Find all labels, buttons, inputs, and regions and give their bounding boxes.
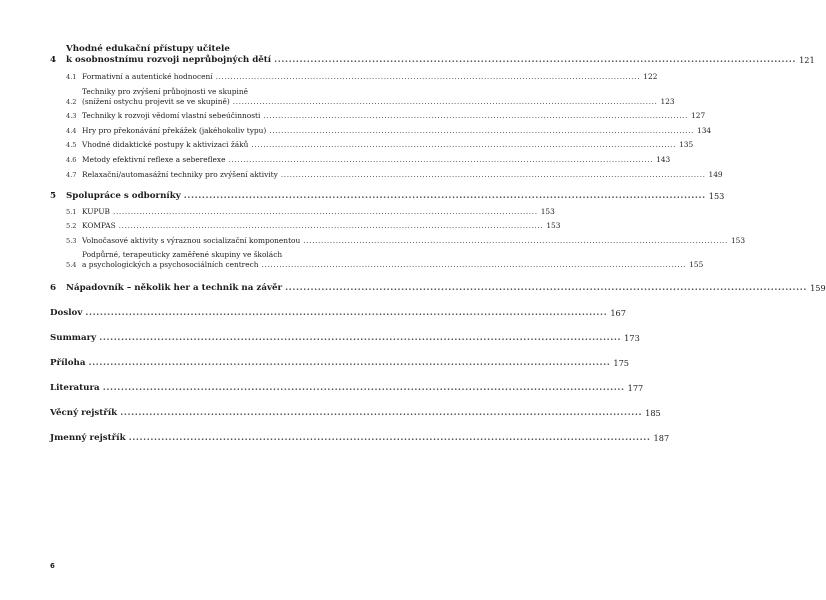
page-number: 175 — [613, 358, 630, 369]
section-number: 5.2 — [66, 222, 77, 231]
folio-page-number: 6 — [50, 562, 55, 570]
section-title-line: KOMPAS — [82, 221, 116, 231]
leader-dots — [184, 191, 706, 202]
toc-back-matter-item[interactable] — [50, 333, 640, 344]
section-title-line: a psychologických a psychosociálních centrech — [82, 260, 259, 270]
leader-dots — [129, 433, 651, 444]
chapter-title-line-2: k osobnostnímu rozvoji neprůbojných dětí — [66, 55, 272, 65]
leader-dots — [119, 221, 544, 231]
chapter-title: Nápadovník – několik her a technik na závěr — [66, 283, 283, 294]
leader-dots — [285, 283, 807, 294]
leader-dots — [263, 111, 688, 121]
leader-dots — [99, 333, 621, 344]
page-number: 155 — [689, 260, 704, 270]
toc-chapter-4[interactable] — [50, 44, 815, 66]
page-number: 123 — [660, 96, 675, 106]
table-of-contents — [50, 44, 826, 444]
page-number: 153 — [708, 190, 725, 201]
toc-back-matter-item[interactable] — [50, 408, 661, 419]
leader-dots — [262, 260, 687, 270]
section-title-line: KUPUB — [82, 206, 110, 216]
back-matter-list — [50, 308, 670, 444]
page-number: 153 — [540, 206, 555, 216]
page-number: 185 — [645, 408, 661, 419]
leader-dots — [120, 408, 642, 419]
leader-dots — [251, 140, 676, 150]
leader-dots — [233, 97, 658, 107]
leader-dots — [216, 72, 641, 82]
page-number: 153 — [546, 221, 561, 231]
page-number: 167 — [610, 308, 626, 319]
section-title-line: Techniky pro zvýšení průbojnosti ve skupině — [82, 86, 249, 96]
toc-back-matter-item[interactable] — [50, 383, 644, 394]
page-number: 149 — [708, 169, 723, 179]
section-title-line: Podpůrné, terapeuticky zaměřené skupiny ve školách — [82, 250, 283, 260]
back-matter-title: Doslov — [50, 308, 83, 319]
leader-dots — [103, 383, 625, 394]
section-number: 4.4 — [66, 126, 77, 135]
toc-chapter-5[interactable] — [50, 190, 725, 202]
page-number: 121 — [799, 55, 815, 65]
toc-section-4-5[interactable] — [50, 140, 694, 150]
section-title-line: Volnočasové aktivity s výraznou socializační komponentou — [82, 235, 301, 245]
chapter-number: 5 — [50, 190, 57, 201]
leader-dots — [85, 308, 607, 319]
section-number: 5.4 — [66, 261, 77, 270]
toc-back-matter-item[interactable] — [50, 358, 630, 369]
leader-dots — [281, 170, 706, 180]
toc-back-matter-item[interactable] — [50, 308, 626, 319]
section-title-line: Hry pro překonávání překážek (jakéhokoliv typu) — [82, 125, 267, 135]
leader-dots — [88, 358, 610, 369]
leader-dots — [269, 126, 694, 136]
toc-section-4-2[interactable] — [50, 86, 675, 107]
leader-dots — [274, 55, 796, 66]
back-matter-title: Věcný rejstřík — [50, 408, 118, 419]
toc-chapter-6[interactable] — [50, 283, 826, 294]
section-number: 4.5 — [66, 141, 77, 150]
page-number: 173 — [624, 333, 640, 344]
section-number: 4.1 — [66, 73, 77, 81]
chapter-4-sections — [50, 72, 723, 180]
leader-dots — [228, 155, 653, 165]
leader-dots — [303, 236, 728, 246]
toc-section-4-1[interactable] — [50, 72, 658, 82]
toc-section-4-3[interactable] — [50, 111, 706, 121]
page-number: 187 — [653, 433, 670, 444]
toc-section-4-4[interactable] — [50, 125, 712, 136]
toc-section-5-3[interactable] — [50, 235, 746, 246]
chapter-title-line-1: Vhodné edukační přístupy učitele — [66, 44, 230, 54]
section-number: 4.3 — [66, 112, 77, 121]
chapter-number: 4 — [50, 55, 57, 65]
back-matter-title: Literatura — [50, 383, 100, 394]
page-number: 134 — [697, 125, 712, 135]
section-number: 5.1 — [66, 207, 77, 216]
section-title-line: (snížení ostychu projevit se ve skupině) — [82, 96, 230, 106]
toc-section-4-7[interactable] — [50, 169, 723, 180]
back-matter-title: Příloha — [50, 358, 86, 369]
toc-section-4-6[interactable] — [50, 154, 671, 165]
toc-section-5-4[interactable] — [50, 250, 704, 270]
page-number: 159 — [810, 283, 826, 294]
page-number: 122 — [643, 72, 658, 81]
section-number: 4.6 — [66, 155, 77, 164]
page-number: 177 — [627, 383, 644, 394]
toc-section-5-1[interactable] — [50, 206, 555, 217]
page-number: 143 — [656, 154, 671, 164]
page-number: 135 — [679, 140, 694, 150]
section-title-line: Relaxační/automasážní techniky pro zvýšení aktivity — [82, 169, 278, 179]
page-number: 127 — [691, 111, 706, 121]
toc-back-matter-item[interactable] — [50, 433, 670, 444]
section-number: 4.7 — [66, 170, 77, 179]
section-title-line: Metody efektivní reflexe a sebereflexe — [82, 154, 226, 164]
leader-dots — [113, 207, 538, 217]
back-matter-title: Jmenný rejstřík — [50, 433, 126, 444]
back-matter-title: Summary — [50, 333, 97, 344]
section-title-line: Formativní a autentické hodnocení — [82, 72, 213, 81]
chapter-5-sections — [50, 206, 746, 271]
section-title-line: Vhodné didaktické postupy k aktivizaci žáků — [82, 140, 249, 150]
section-number: 5.3 — [66, 236, 77, 245]
chapter-number: 6 — [50, 283, 57, 294]
toc-section-5-2[interactable] — [50, 221, 561, 231]
chapter-title: Spolupráce s odborníky — [66, 190, 181, 201]
section-title-line: Techniky k rozvoji vědomí vlastní sebeúčinnosti — [82, 111, 261, 121]
section-number: 4.2 — [66, 97, 77, 106]
page-number: 153 — [730, 235, 746, 245]
